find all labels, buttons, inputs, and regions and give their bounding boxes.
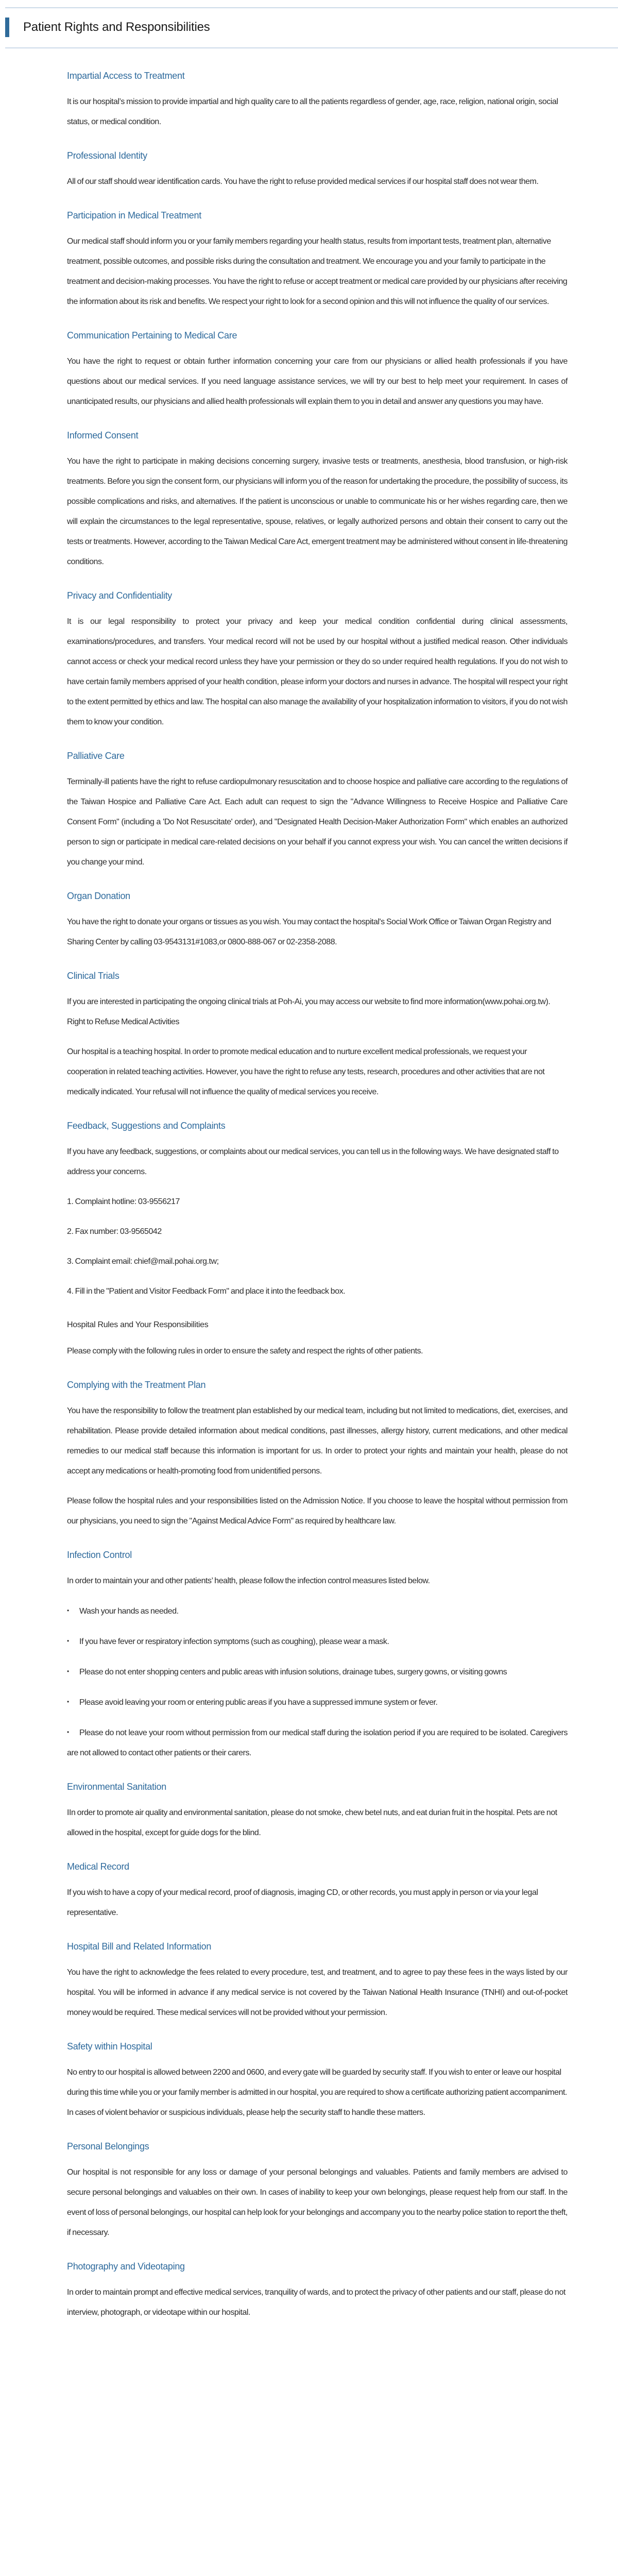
section-informed-consent	[67, 418, 568, 579]
section-paragraph: You have the responsibility to follow the treatment plan established by our medical team, including but not limited to medications, diet, exercises, and rehabilitation. Please provide detailed information about medical conditions, past illnesses, allergy history, current medications, and other medical remedies to our medical staff because this information is important for us. In order to protect your rights and maintain your health, please do not accept any medications or health-promoting food from unidentified persons.	[67, 1406, 568, 1476]
section-privacy-and-confidentiality	[67, 579, 568, 739]
section-paragraph: Please follow the hospital rules and your responsibilities listed on the Admission Notice. If you choose to leave the hospital without permission from our physicians, you need to sign the "Against Medical Advice Form" as required by healthcare law.	[67, 1497, 568, 1526]
section-heading: Personal Belongings	[67, 2141, 149, 2151]
section-impartial-access-to-treatment	[67, 59, 568, 139]
section-clinical-trials	[67, 959, 568, 1109]
section-paragraph: If you are interested in participating the ongoing clinical trials at Poh-Ai, you may access our website to find more information(www.pohai.org.tw). Right to Refuse Medical Activities	[67, 997, 551, 1026]
section-heading: Organ Donation	[67, 891, 130, 901]
bullet-list-item	[67, 1719, 568, 1770]
bullet-icon: •	[67, 1637, 69, 1645]
section-environmental-sanitation	[67, 1770, 568, 1850]
section-heading: Palliative Care	[67, 751, 125, 761]
section-medical-record	[67, 1850, 568, 1929]
bullet-text: Wash your hands as needed.	[79, 1607, 179, 1616]
bullet-icon: •	[67, 1698, 69, 1705]
section-infection-control	[67, 1538, 568, 1770]
section-heading: Environmental Sanitation	[67, 1782, 166, 1792]
contact-list-item: 1. Complaint hotline: 03-9556217	[67, 1197, 180, 1206]
section-paragraph: No entry to our hospital is allowed between 2200 and 0600, and every gate will be guarded by security staff. If you wish to enter or leave our hospital during this time while you or your family member is admitted in our hospital, you are required to show a certificate authorizing patient accompaniment. In cases of violent behavior or suspicious individuals, please help the security staff to handle these matters.	[67, 2068, 568, 2117]
bullet-icon: •	[67, 1668, 69, 1675]
section-organ-donation	[67, 879, 568, 959]
section-safety-within-hospital	[67, 2029, 568, 2129]
content-body	[67, 48, 568, 2484]
section-paragraph: If you wish to have a copy of your medical record, proof of diagnosis, imaging CD, or other records, you must apply in person or via your legal representative.	[67, 1888, 538, 1917]
section-heading: Professional Identity	[67, 150, 147, 161]
section-palliative-care	[67, 739, 568, 879]
section-paragraph: Our hospital is a teaching hospital. In order to promote medical education and to nurture excellent medical professionals, we request your cooperation in related teaching activities. However, you have the right to refuse any tests, research, procedures and other activities that are not medically indicated. Your refusal will not influence the quality of medical services you receive.	[67, 1047, 545, 1096]
bullet-text: If you have fever or respiratory infection symptoms (such as coughing), please wear a mask.	[79, 1637, 389, 1646]
bullet-list-item	[67, 1598, 568, 1628]
page-title: Patient Rights and Responsibilities	[23, 20, 210, 34]
section-heading: Impartial Access to Treatment	[67, 71, 185, 81]
section-heading: Photography and Videotaping	[67, 2261, 185, 2272]
section-paragraph: Terminally-ill patients have the right to refuse cardiopulmonary resuscitation and to choose hospice and palliative care according to the regulations of the Taiwan Hospice and Palliative Care Act. Each adult can request to sign the "Advance Willingness to Receive Hospice and Palliative Care Consent Form" (including a 'Do Not Resuscitate' order), and "Designated Health Decision-Maker Authorization Form" which enables an authorized person to sign or participate in medical care-related decisions on your behalf if you cannot express your wish. You can cancel the written decisions if you change your mind.	[67, 777, 568, 867]
section-paragraph: It is our hospital’s mission to provide impartial and high quality care to all the patients regardless of gender, age, race, religion, national origin, social status, or medical condition.	[67, 97, 558, 126]
bullet-list-item	[67, 1689, 568, 1719]
section-paragraph: It is our legal responsibility to protect your privacy and keep your medical condition confidential during clinical assessments, examinations/procedures, and transfers. Your medical record will not be used by our hospital without a justified medical reason. Other individuals cannot access or check your medical record unless they have your permission or they do so under required health regulations. If you do not wish to have certain family members apprised of your health condition, please inform your doctors and nurses in advance. The hospital will respect your right to the extent permitted by ethics and law. The hospital can also manage the availability of your hospitalization information to visitors, if you do not wish them to know your condition.	[67, 617, 568, 726]
bullet-list-item	[67, 1658, 568, 1689]
section-heading: Complying with the Treatment Plan	[67, 1380, 206, 1390]
section-paragraph: In order to maintain prompt and effective medical services, tranquility of wards, and to protect the privacy of other patients and our staff, please do not interview, photograph, or videotape within our hospital.	[67, 2288, 566, 2317]
section-heading: Safety within Hospital	[67, 2041, 152, 2052]
section-complying-with-the-treatment-plan	[67, 1368, 568, 1538]
section-heading: Infection Control	[67, 1550, 132, 1560]
section-paragraph: Please comply with the following rules in order to ensure the safety and respect the rights of other patients.	[67, 1347, 423, 1355]
section-paragraph: Our medical staff should inform you or your family members regarding your health status, results from important tests, treatment plan, alternative treatment, possible outcomes, and possible risks during the consultation and treatment. We encourage you and your family to participate in the treatment and decision-making processes. You have the right to refuse or accept treatment or medical care provided by our physicians after receiving the information about its risk and benefits. We respect your right to look for a second opinion and this will not influence the quality of our services.	[67, 237, 568, 306]
contact-list-item: 4. Fill in the "Patient and Visitor Feedback Form" and place it into the feedback box.	[67, 1287, 346, 1296]
section-heading: Participation in Medical Treatment	[67, 210, 201, 221]
bullet-text: Please do not leave your room without permission from our medical staff during the isolation period if you are required to be isolated. Caregivers are not allowed to contact other patients or their carers.	[67, 1728, 568, 1757]
section-paragraph: If you have any feedback, suggestions, or complaints about our medical services, you can tell us in the following ways. We have designated staff to address your concerns.	[67, 1147, 559, 1176]
bullet-icon: •	[67, 1728, 69, 1736]
section-hospital-bill-and-related-information	[67, 1929, 568, 2029]
section-paragraph: All of our staff should wear identification cards. You have the right to refuse provided medical services if our hospital staff does not wear them.	[67, 177, 539, 186]
section-paragraph: You have the right to acknowledge the fees related to every procedure, test, and treatment, and to agree to pay these fees in the ways listed by our hospital. You will be informed in advance if any medical service is not covered by the Taiwan National Health Insurance (TNHI) and out-of-pocket money would be required. These medical services will not be provided without your permission.	[67, 1968, 568, 2017]
section-heading: Clinical Trials	[67, 971, 119, 981]
section-heading: Medical Record	[67, 1861, 129, 1872]
section-photography-and-videotaping	[67, 2249, 568, 2329]
section-professional-identity	[67, 139, 568, 198]
bullet-text: Please do not enter shopping centers and public areas with infusion solutions, drainage tubes, surgery gowns, or visiting gowns	[79, 1668, 507, 1676]
contact-list-item: 2. Fax number: 03-9565042	[67, 1227, 162, 1236]
bullet-icon: •	[67, 1607, 69, 1614]
section-communication-pertaining-to-medical-care	[67, 318, 568, 418]
section-paragraph: You have the right to request or obtain further information concerning your care from our physicians or allied health professionals if you have questions about our medical services. If you need language assistance services, we will try our best to help meet your requirement. In cases of unanticipated results, our physicians and allied health professionals will explain them to you in detail and answer any questions you may have.	[67, 357, 568, 406]
section-heading: Informed Consent	[67, 430, 139, 440]
section-feedback-suggestions-and-complaints	[67, 1109, 568, 1308]
section-heading: Communication Pertaining to Medical Care	[67, 330, 237, 341]
section-paragraph: You have the right to participate in making decisions concerning surgery, invasive tests or treatments, anesthesia, blood transfusion, or high-risk treatments. Before you sign the consent form, our physicians will inform you of the reason for undertaking the procedure, the possibility of success, its possible complications and risks, and alternatives. If the patient is unconscious or unable to communicate his or her wishes regarding care, then we will explain the circumstances to the legal representative, spouse, relatives, or legally authorized persons and obtain their consent to carry out the tests or treatments. However, according to the Taiwan Medical Care Act, emergent treatment may be administered without consent in life-threatening conditions.	[67, 457, 568, 566]
section-paragraph: Our hospital is not responsible for any loss or damage of your personal belongings and valuables. Patients and family members are advised to secure personal belongings and valuables on their own. In cases of inability to keep your own belongings, please request help from our staff. In the event of loss of personal belongings, our hospital can help look for your belongings and accompany you to the nearby police station to report the theft, if necessary.	[67, 2168, 568, 2237]
section-participation-in-medical-treatment	[67, 198, 568, 318]
section-personal-belongings	[67, 2129, 568, 2249]
section-heading: Feedback, Suggestions and Complaints	[67, 1121, 226, 1131]
section-paragraph: IIn order to promote air quality and environmental sanitation, please do not smoke, chew betel nuts, and eat durian fruit in the hospital. Pets are not allowed in the hospital, except for guide dogs for the blind.	[67, 1808, 557, 1837]
bullet-list-item	[67, 1628, 568, 1658]
bullet-text: Please avoid leaving your room or entering public areas if you have a suppressed immune system or fever.	[79, 1698, 438, 1707]
section-hospital-rules-and-your-responsibilities	[67, 1308, 568, 1368]
section-paragraph: You have the right to donate your organs or tissues as you wish. You may contact the hospital's Social Work Office or Taiwan Organ Registry and Sharing Center by calling 03-9543131#1083,or 0800-888-067 or 02-2358-2088.	[67, 918, 552, 946]
section-heading: Hospital Rules and Your Responsibilities	[67, 1320, 209, 1329]
section-heading: Privacy and Confidentiality	[67, 590, 173, 601]
section-heading: Hospital Bill and Related Information	[67, 1941, 212, 1952]
title-accent-bar	[5, 18, 9, 37]
page-header	[5, 7, 618, 48]
contact-list-item: 3. Complaint email: chief@mail.pohai.org.tw;	[67, 1257, 219, 1266]
section-paragraph: In order to maintain your and other patients’ health, please follow the infection control measures listed below.	[67, 1577, 430, 1585]
